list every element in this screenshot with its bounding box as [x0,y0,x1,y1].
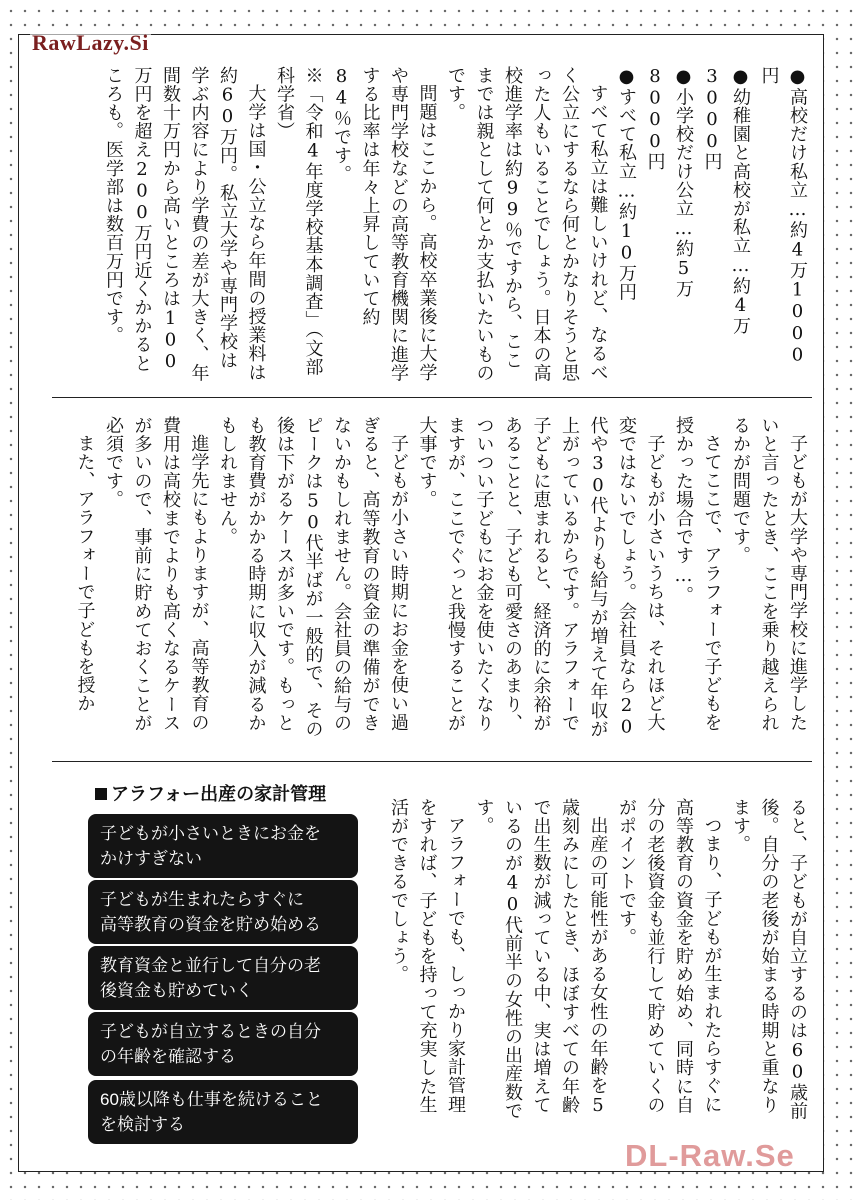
paragraph: すべて私立は難しいけれど、なるべく公立にするなら何とかなりそうと思った人もいることでしょう。日本の高校進学率は約99％ですから、ここまでは親として何とか支払いたいものです。 [445,66,609,383]
tip-line: 子どもが自立するときの自分 [100,1022,321,1041]
tip-line: 高等教育の資金を貯め始める [100,915,321,934]
tip-line: 子どもが小さいときにお金を [100,824,321,843]
paragraph: 子どもが大学や専門学校に進学したいと言ったとき、ここを乗り越えられるかが問題です。 [730,416,808,733]
tip-box [88,814,358,878]
section-3-text [388,798,811,1128]
paragraph: 進学先にもよりますが、高等教育の費用は高校までよりも高くなるケースが多いので、事前に貯めておくことが必須です。 [103,416,210,733]
cost-line-3: ●小学校だけ公立…約5万8000円 [644,66,694,299]
legend-title [95,780,326,806]
tip-line: の年齢を確認する [100,1047,236,1066]
paragraph: 出産の可能性がある女性の年齢を5歳刻みにしたとき、ほぼすべての年齢で出生数が減っている中、実は増えているのが40代前半の女性の出産数です。 [473,798,609,1121]
paragraph: また、アラフォーで子どもを授か [74,434,96,713]
paragraph: ると、子どもが自立するのは60歳前後。自分の老後が始まる時期と重なります。 [730,798,808,1121]
section-1-text [41,66,811,384]
cost-line-1: ●高校だけ私立…約4万1000円 [758,66,808,366]
tip-line: 教育資金と並行して自分の老 [100,956,321,975]
square-bullet-icon [95,788,107,800]
paragraph: つまり、子どもが生まれたらすぐに高等教育の資金を貯め始め、同時に自分の老後資金も並行して貯めていくのがポイントです。 [616,798,723,1115]
tip-line: 後資金も貯めていく [100,981,253,1000]
paragraph: 大学は国・公立なら年間の授業料は約60万円。私立大学や専門学校は学ぶ内容により学費の差が大きく、年間数十万円から高いところは100万円を超え200万円近くかかるところも。医学部は数百万円です。 [103,66,267,383]
watermark-bottom-right: DL-Raw.Se [625,1138,795,1173]
legend-title-text: アラフォー出産の家計管理 [111,784,327,804]
source-note: ※「令和4年度学校基本調査」（文部科学省） [274,66,324,377]
cost-line-2: ●幼稚園と高校が私立…約4万3000円 [701,66,751,336]
tip-box [88,880,358,944]
paragraph: 問題はここから。高校卒業後に大学や専門学校などの高等教育機関に進学する比率は年々上昇していて約84％です。 [331,66,438,383]
watermark-top-left: RawLazy.Si [32,30,149,55]
cost-line-4: ●すべて私立…約10万円 [616,66,637,302]
tip-box [88,946,358,1010]
tip-line: 60歳以降も仕事を続けること [100,1090,323,1109]
tip-line: かけすぎない [100,849,202,868]
tip-line: を検討する [100,1115,185,1134]
paragraph: 子どもが小さいうちは、それほど大変ではないでしょう。会社員なら20代や30代よりも給与が増えて年収が上がっているからです。アラフォーで子どもに恵まれると、経済的に余裕があることと、子ども可愛さのあまり、ついつい子どもにお金を使いたくなりますが、ここでぐっと我慢することが大事です。 [416,416,666,739]
paragraph: 子どもが小さい時期にお金を使い過ぎると、高等教育の資金の準備ができないかもしれません。会社員の給与のピークは50代半ばが一般的で、その後は下がるケースが多いです。もっとも教育費がかかる時期に収入が減るかもしれません。 [217,416,409,739]
tip-line: 子どもが生まれたらすぐに [100,890,304,909]
section-2-text [41,416,811,740]
section-divider-1 [52,397,812,398]
tip-box [88,1080,358,1144]
tip-box [88,1012,358,1076]
paragraph: さてここで、アラフォーで子どもを授かった場合です…。 [673,416,723,732]
section-divider-2 [52,761,812,762]
paragraph: アラフォーでも、しっかり家計管理をすれば、子どもを持って充実した生活ができるでしょう。 [388,798,466,1115]
